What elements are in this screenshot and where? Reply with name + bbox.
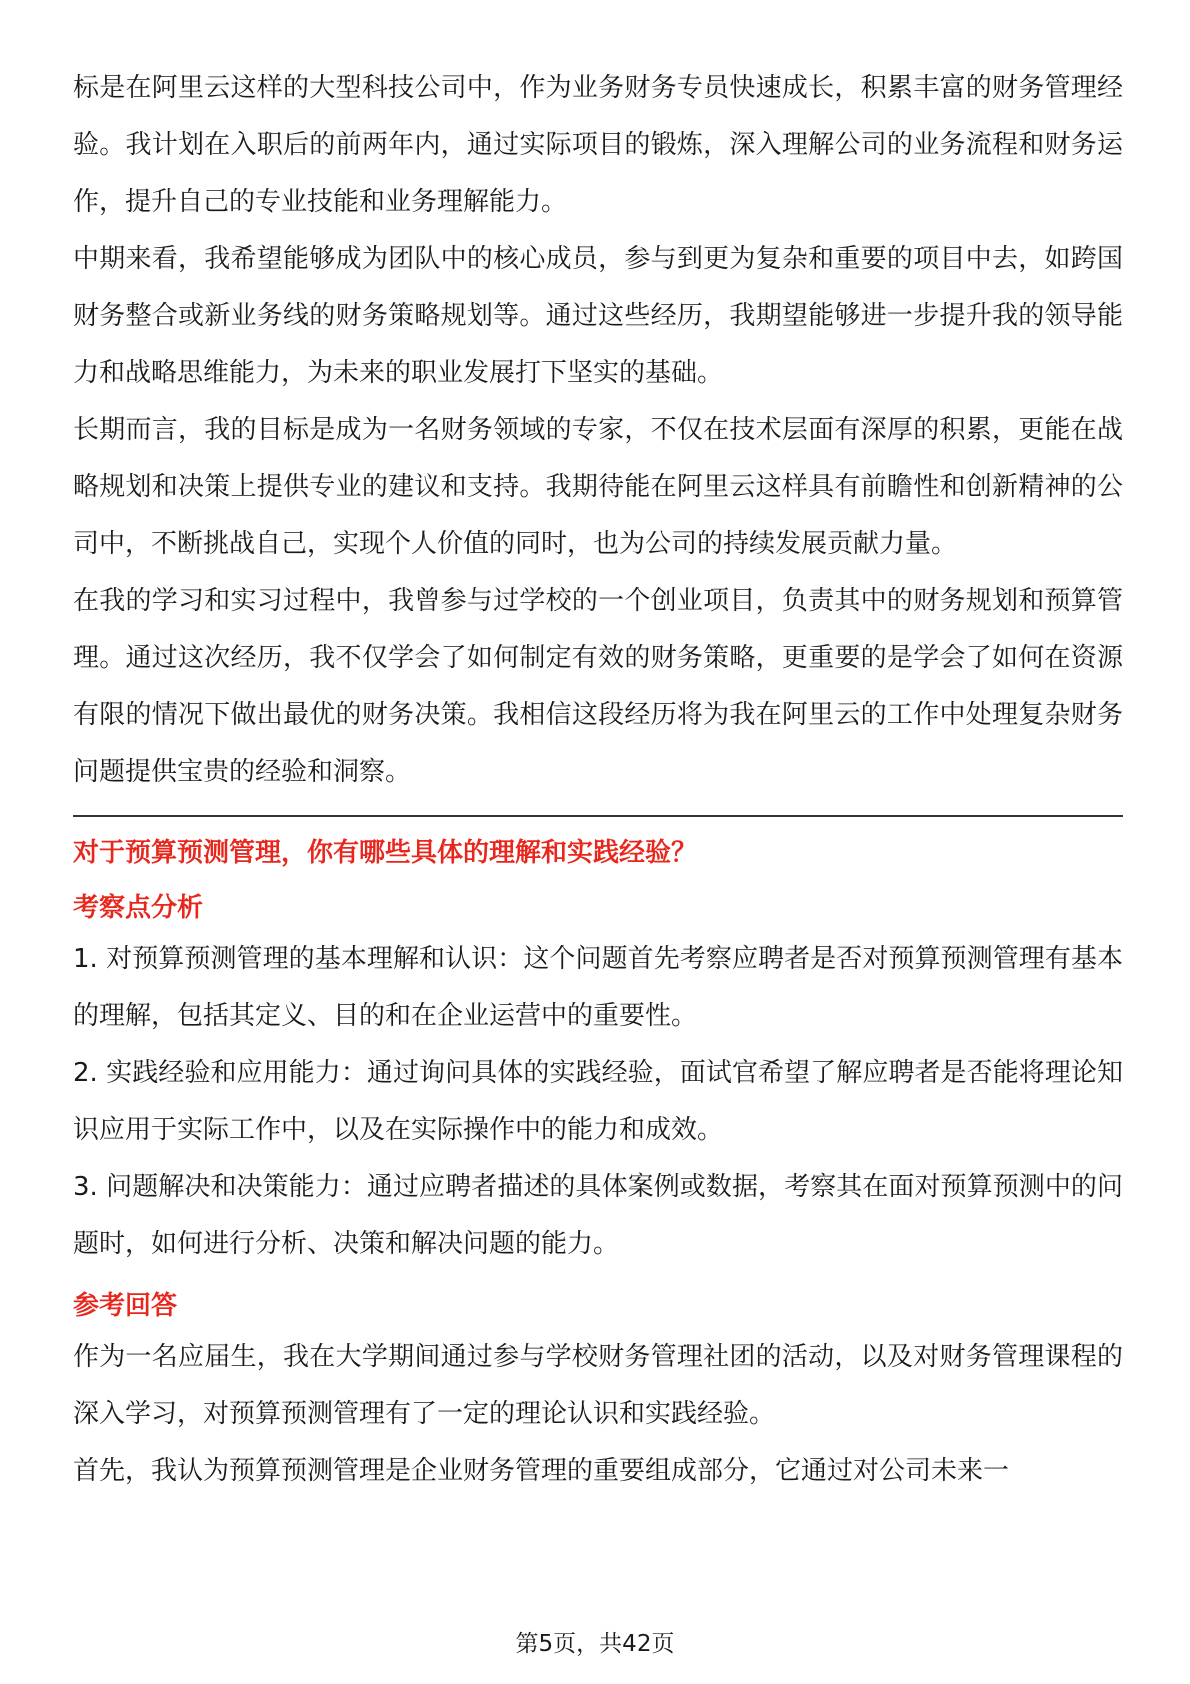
intro-paragraph-3: 长期而言，我的目标是成为一名财务领域的专家，不仅在技术层面有深厚的积累，更能在战略规划和决策上提供专业的建议和支持。我期待能在阿里云这样具有前瞻性和创新精神的公司中，不断挑战自己，实现个人价值的同时，也为公司的持续发展贡献力量。 (73, 415, 1123, 559)
reference-paragraph-1: 作为一名应届生，我在大学期间通过参与学校财务管理社团的活动，以及对财务管理课程的深入学习，对预算预测管理有了一定的理论认识和实践经验。 (73, 1342, 1123, 1429)
analysis-point-1: 1. 对预算预测管理的基本理解和认识：这个问题首先考察应聘者是否对预算预测管理有基本的理解，包括其定义、目的和在企业运营中的重要性。 (73, 944, 1123, 1031)
intro-paragraph-1: 标是在阿里云这样的大型科技公司中，作为业务财务专员快速成长，积累丰富的财务管理经验。我计划在入职后的前两年内，通过实际项目的锻炼，深入理解公司的业务流程和财务运作，提升自己的专业技能和业务理解能力。 (73, 73, 1123, 217)
reference-paragraph-2: 首先，我认为预算预测管理是企业财务管理的重要组成部分，它通过对公司未来一 (73, 1456, 1010, 1486)
page-number-footer: 第5页，共42页 (515, 1631, 675, 1657)
interview-question: 对于预算预测管理，你有哪些具体的理解和实践经验？ (73, 838, 698, 868)
intro-paragraph-4: 在我的学习和实习过程中，我曾参与过学校的一个创业项目，负责其中的财务规划和预算管理。通过这次经历，我不仅学会了如何制定有效的财务策略，更重要的是学会了如何在资源有限的情况下做出最优的财务决策。我相信这段经历将为我在阿里云的工作中处理复杂财务问题提供宝贵的经验和洞察。 (73, 586, 1123, 787)
analysis-point-2: 2. 实践经验和应用能力：通过询问具体的实践经验，面试官希望了解应聘者是否能将理论知识应用于实际工作中，以及在实际操作中的能力和成效。 (73, 1058, 1123, 1145)
page-content (73, 60, 1123, 1500)
section-divider (73, 815, 1123, 817)
analysis-point-3: 3. 问题解决和决策能力：通过应聘者描述的具体案例或数据，考察其在面对预算预测中的问题时，如何进行分析、决策和解决问题的能力。 (73, 1172, 1123, 1259)
analysis-title: 考察点分析 (73, 893, 204, 923)
intro-paragraph-2: 中期来看，我希望能够成为团队中的核心成员，参与到更为复杂和重要的项目中去，如跨国财务整合或新业务线的财务策略规划等。通过这些经历，我期望能够进一步提升我的领导能力和战略思维能力，为未来的职业发展打下坚实的基础。 (73, 244, 1123, 388)
reference-answer-title: 参考回答 (73, 1291, 178, 1321)
